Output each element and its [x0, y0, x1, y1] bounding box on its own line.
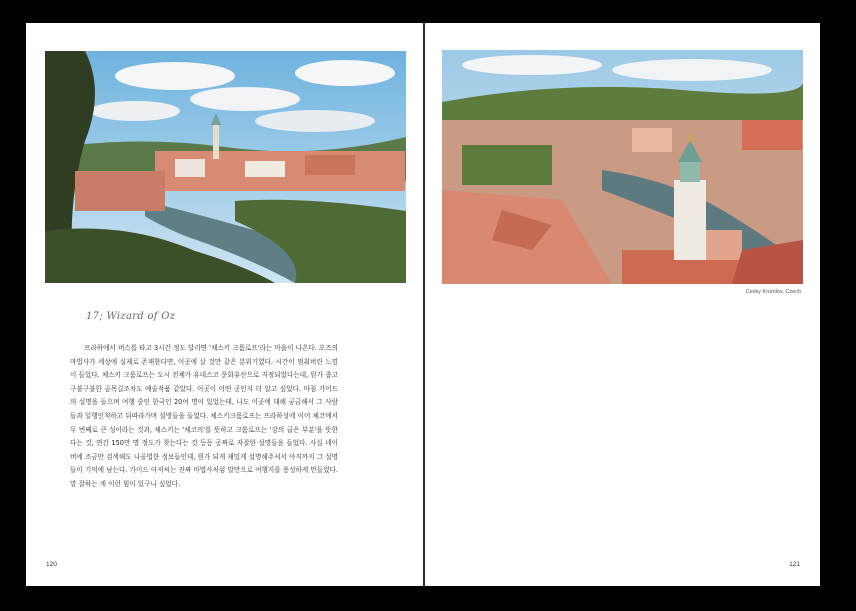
page-number: 120	[46, 561, 57, 568]
page-number: 121	[789, 561, 800, 568]
left-page	[26, 23, 423, 586]
right-page	[425, 23, 820, 586]
town-river-photo	[45, 51, 406, 283]
body-text: 프라하에서 버스를 타고 3시간 정도 달리면 '체스키 크룸로프'라는 마을이 나온다. 오즈의 마법사가 세상에 실제로 존재한다면, 이곳에 살 것만 같은 분위기였다. 시간이 멈춰버린 느낌이 들었다. 체스키 크룸로프는 도시 전체가 유네스코 문화유산으로 지정되었다는데, 뭔가 좁고 구불구불한 골목길조차도 예술작품 같았다. 이곳이 어떤 곳인지 더 알고 싶었다. 마침 가이드의 설명을 들으며 여행 중인 한국인 20여 명이 있었는데, 나도 이곳에 대해 궁금해서 그 사람들과 일행인척하고 뒤따라가며 설명들을 들었다. 체스키크룸로프는 프라하성에 이어 체코에서 두 번째로 큰 성이라는 것과, 체스키는 '체코의'를 뜻하고 크룸로프는 '강의 굽은 부분'을 뜻한다는 것, 연간 150만 명 정도가 찾는다는 것 등등 공짜로 자잘한 설명들을 들었다. 사실 네이버에 조금만 검색해도 나올법한 정보들인데, 뭔가 되게 재밌게 설명해주셔서 아직까지 그 설명들이 기억에 남는다. 가이드 아저씨는 진짜 마법사처럼 말만으로 여행지를 풍성하게 만들었다. 말 잘하는 게 이런 힘이 있구나 싶었다.	[70, 344, 338, 488]
chapter-title: 17; Wizard of Oz	[86, 311, 176, 322]
town-aerial-photo	[442, 50, 803, 284]
photo-caption: Cesky Krumlov, Czech	[745, 289, 801, 295]
